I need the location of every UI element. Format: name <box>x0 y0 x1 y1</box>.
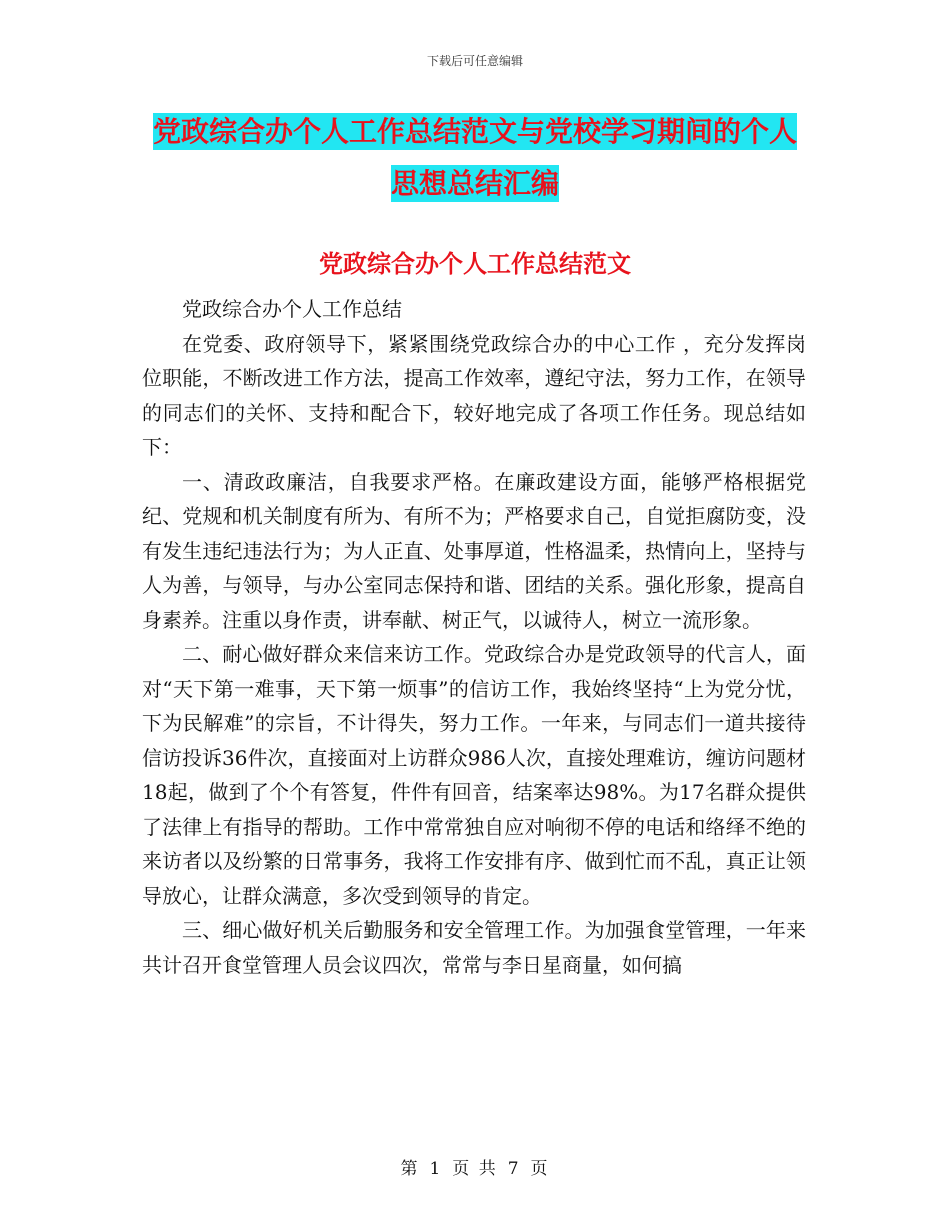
document-body <box>142 292 806 982</box>
section-title: 党政综合办个人工作总结范文 <box>319 250 631 278</box>
paragraph-intro: 在党委、政府领导下，紧紧围绕党政综合办的中心工作 ，充分发挥岗位职能，不断改进工作方法，提高工作效率，遵纪守法，努力工作，在领导的同志们的关怀、支持和配合下，较好地完成了各项工作任务。现总结如下： <box>142 331 806 459</box>
paragraph-point-1: 一、清政政廉洁，自我要求严格。在廉政建设方面，能够严格根据党纪、党规和机关制度有所为、有所不为；严格要求自己，自觉拒腐防变，没有发生违纪违法行为；为人正直、处事厚道，性格温柔，热情向上，坚持与人为善，与领导，与办公室同志保持和谐、团结的关系。强化形象，提高自身素养。注重以身作责，讲奉献、树正气，以诚待人，树立一流形象。 <box>142 469 806 632</box>
footer-middle: 页 共 <box>452 1159 498 1179</box>
footer-suffix: 页 <box>530 1159 550 1179</box>
footer-page-number: 1 <box>429 1159 443 1179</box>
paragraph-heading: 党政综合办个人工作总结 <box>182 297 402 321</box>
document-title <box>0 106 950 210</box>
page-footer <box>0 1154 950 1179</box>
document-title-line-1: 党政综合办个人工作总结范文与党校学习期间的个人 <box>152 115 797 148</box>
paragraph-point-2: 二、耐心做好群众来信来访工作。党政综合办是党政领导的代言人，面对“天下第一难事，天下第一烦事”的信访工作，我始终坚持“上为党分忧，下为民解难”的宗旨，不计得失，努力工作。一年来，与同志们一道共接待信访投诉36件次，直接面对上访群众986人次，直接处理难访，缠访问题材18起，做到了个个有答复，件件有回音，结案率达98%。为17名群众提供了法律上有指导的帮助。工作中常常独自应对响彻不停的电话和络绎不绝的来访者以及纷繁的日常事务，我将工作安排有序、做到忙而不乱，真正让领导放心，让群众满意，多次受到领导的肯定。 <box>142 642 806 908</box>
document-title-line-2: 思想总结汇编 <box>390 167 559 200</box>
footer-total-pages: 7 <box>507 1159 521 1179</box>
paragraph-point-3: 三、细心做好机关后勤服务和安全管理工作。为加强食堂管理，一年来共计召开食堂管理人员会议四次，常常与李日星商量，如何搞 <box>142 918 806 977</box>
footer-prefix: 第 <box>400 1159 420 1179</box>
header-note: 下载后可任意编辑 <box>426 54 523 68</box>
